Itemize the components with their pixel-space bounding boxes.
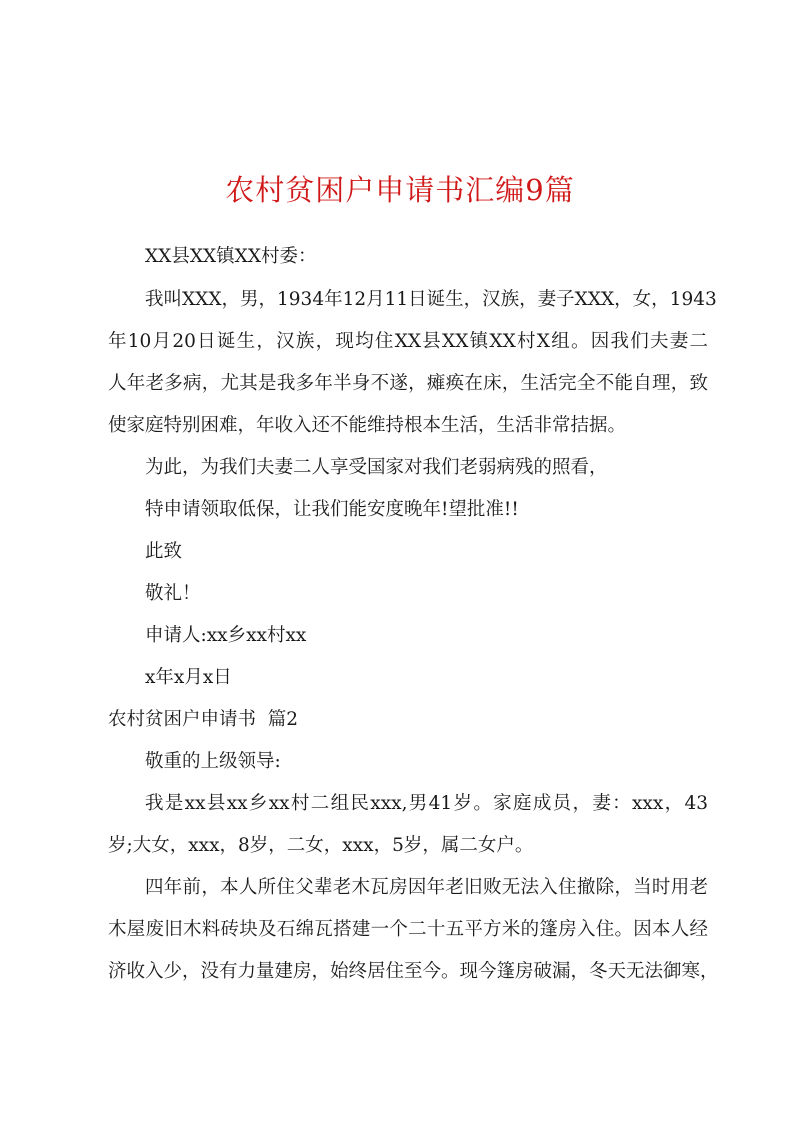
letter1-para2: 为此，为我们夫妻二人享受国家对我们老弱病残的照看， xyxy=(145,457,608,478)
letter2-para2-line3: 济收入少，没有力量建房，始终居住至今。现今篷房破漏，冬天无法御寒， xyxy=(108,961,719,982)
letter2-salutation: 敬重的上级领导: xyxy=(145,751,281,772)
letter2-para2-line1: 四年前，本人所住父辈老木瓦房因年老旧败无法入住撤除，当时用老 xyxy=(145,877,708,898)
letter1-closing-jingli: 敬礼！ xyxy=(145,583,201,604)
letter1-para1-line4: 使家庭特别困难，年收入还不能维持根本生活，生活非常拮据。 xyxy=(108,415,627,436)
letter2-heading: 农村贫困户申请书 篇2 xyxy=(108,709,299,730)
document-title: 农村贫困户申请书汇编9篇 xyxy=(225,173,575,207)
letter1-applicant: 申请人:xx乡xx村xx xyxy=(145,625,307,646)
letter1-para3: 特申请领取低保，让我们能安度晚年!望批准!! xyxy=(145,499,519,520)
letter1-closing-cizhi: 此致 xyxy=(145,541,183,562)
letter1-para1-line3: 人年老多病，尤其是我多年半身不遂，瘫痪在床，生活完全不能自理，致 xyxy=(108,373,708,394)
letter2-para2-line2: 木屋废旧木料砖块及石绵瓦搭建一个二十五平方米的篷房入住。因本人经 xyxy=(108,919,708,940)
letter1-para1-line2: 年10月20日诞生，汉族，现均住XX县XX镇XX村X组。因我们夫妻二 xyxy=(108,331,708,352)
letter1-para1-line1: 我叫XXX，男，1934年12月11日诞生，汉族，妻子XXX，女，1943 xyxy=(145,289,717,310)
letter2-para1-line1: 我是xx县xx乡xx村二组民xxx,男41岁。家庭成员，妻：xxx，43 xyxy=(145,793,708,814)
letter1-salutation: XX县XX镇XX村委： xyxy=(145,246,317,267)
letter1-date: x年x月x日 xyxy=(145,667,232,688)
letter2-para1-line2: 岁;大女，xxx，8岁，二女，xxx，5岁，属二女户。 xyxy=(108,835,534,856)
